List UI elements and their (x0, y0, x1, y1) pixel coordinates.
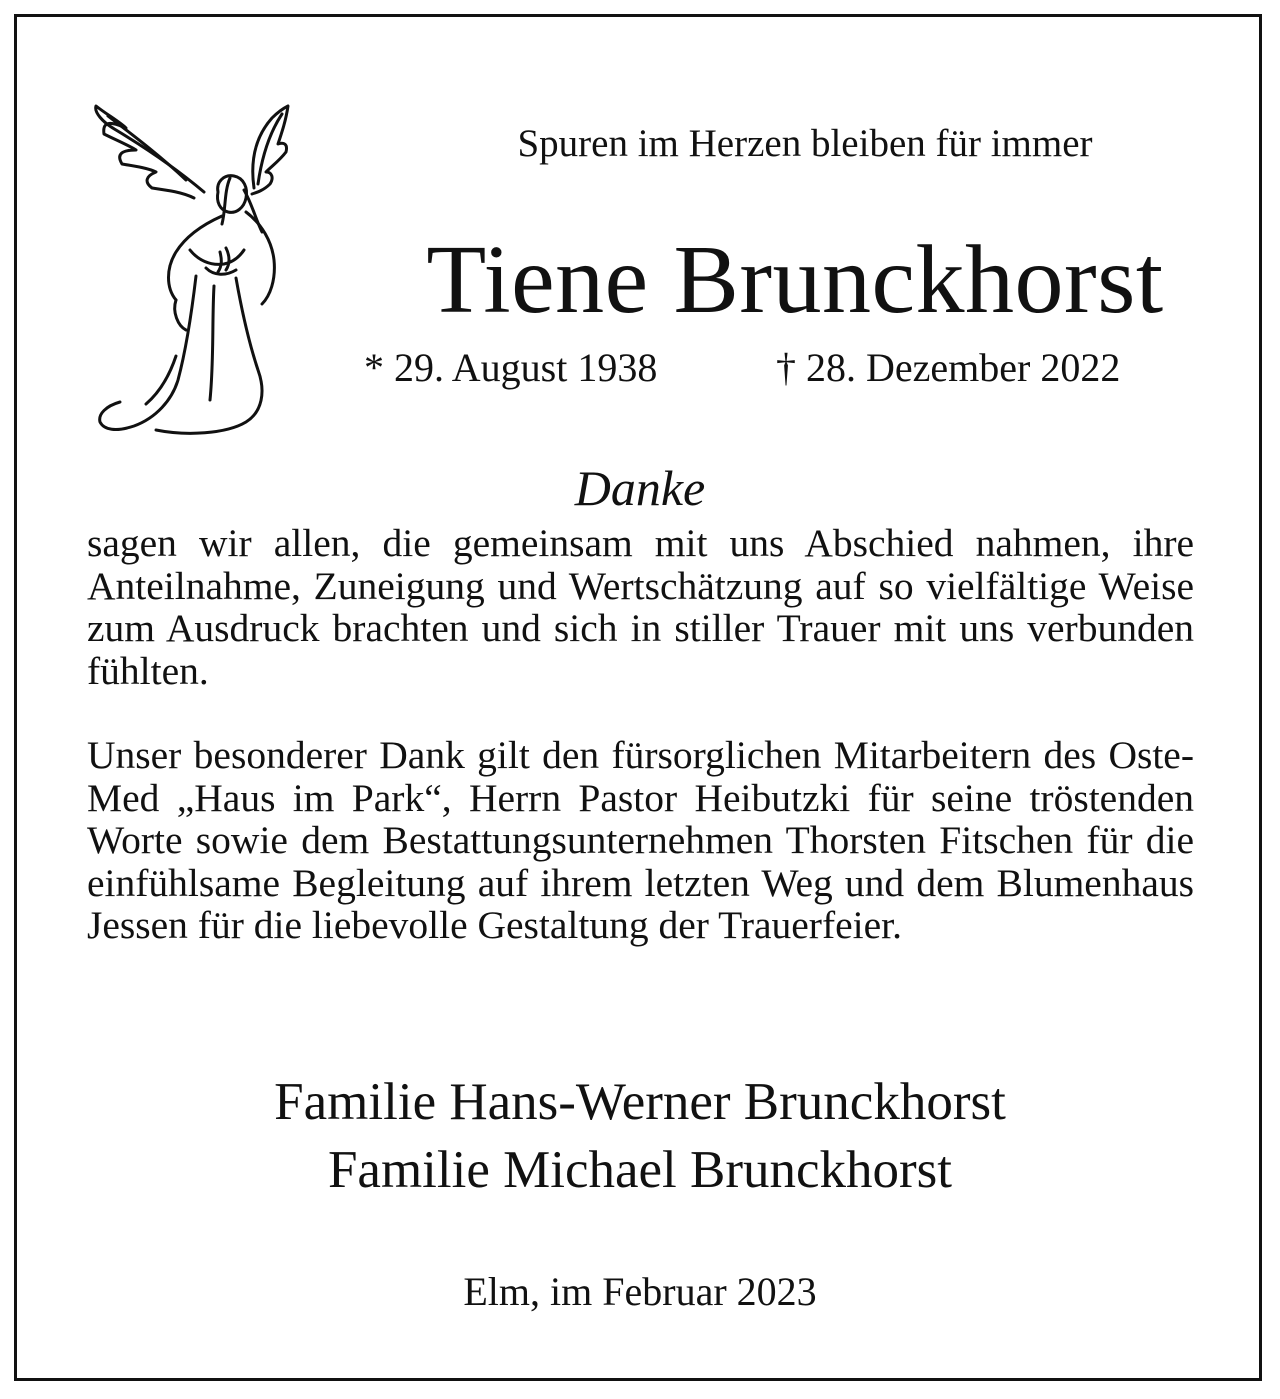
family-signature: Familie Hans-Werner Brunckhorst (274, 1073, 1006, 1131)
thanks-heading: Danke (574, 460, 706, 516)
motto: Spuren im Herzen bleiben für immer (517, 122, 1093, 165)
deceased-name: Tiene Brunckhorst (426, 226, 1164, 334)
place-date: Elm, im Februar 2023 (463, 1269, 817, 1314)
birth-date: * 29. August 1938 (364, 345, 658, 390)
family-signature: Familie Michael Brunckhorst (327, 1141, 953, 1199)
death-date: † 28. Dezember 2022 (776, 345, 1121, 390)
angel-icon (86, 100, 296, 440)
special-thanks-paragraph: Unser besonderer Dank gilt den fürsorglichen Mitarbeitern des Oste-Med „Haus im Park“, Herrn Pastor Heibutzki für seine tröstenden Worte sowie dem Bestattungsunternehmen Thorsten Fitschen für die einfühlsame Begleitung auf ihrem letzten Weg und dem Blumenhaus Jessen für die liebevolle Gestaltung der Trauerfeier. (87, 733, 1194, 947)
thanks-paragraph: sagen wir allen, die gemeinsam mit uns Abschied nahmen, ihre Anteilnahme, Zuneigung und Wertschätzung auf so vielfältige Weise zum Ausdruck brachten und sich in stiller Trauer mit uns verbunden fühlten. (87, 521, 1194, 693)
